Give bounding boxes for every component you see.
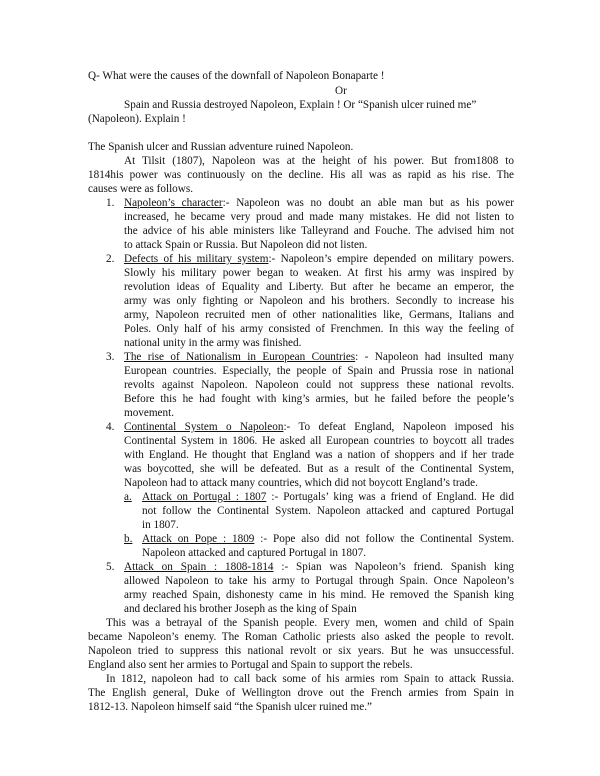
item-5-number: 5. (106, 561, 115, 573)
item-3-line-1 (124, 350, 514, 364)
item-1-title: Napoleon’s character (124, 197, 223, 209)
item-4-title: Continental System o Napoleon (124, 421, 284, 433)
item-4-text-1: :- To defeat England, Napoleon imposed his (283, 421, 515, 433)
subitem-a-line-3: in 1807. (142, 519, 179, 531)
item-4-line-5: Napoleon had to attack many countries, which did not boycott England’s trade. (124, 477, 478, 489)
question-alt-line-1: Spain and Russia destroyed Napoleon, Explain ! Or “Spanish ulcer ruined me” (124, 99, 477, 111)
question-alt-line-2: (Napoleon). Explain ! (88, 113, 186, 125)
item-2-title: Defects of his military system (124, 253, 269, 265)
subitem-a-line-2: not follow the Continental System. Napoleon attacked and captured Portugal (142, 505, 514, 517)
item-1-line-1 (124, 196, 514, 210)
subitem-a-number: a. (124, 491, 132, 503)
closing-p2-line-2: The English general, Duke of Wellington drove out the French armies from Spain in (88, 687, 514, 699)
closing-p1-line-2: became Napoleon’s enemy. The Roman Catholic priests also asked the people to revolt. (88, 631, 514, 643)
subitem-a-line-1 (142, 490, 514, 504)
item-1-line-2: increased, he became very proud and made many mistakes. He did not listen to (124, 211, 514, 223)
item-4-line-1 (124, 420, 514, 434)
item-1-text-1: :- Napoleon was no doubt an able man but as his power (222, 197, 514, 209)
item-3-text-1: : - Napoleon had insulted many (355, 351, 514, 363)
item-2-line-2: Slowly his military power began to weaken. At first his army was inspired by (124, 267, 514, 279)
subitem-b-text-1: :- Pope also did not follow the Continental System. (254, 533, 514, 545)
item-1-line-3: the advice of his able ministers like Talleyrand and Fouche. The advised him not (124, 225, 514, 237)
item-5-title: Attack on Spain : 1808-1814 (124, 561, 274, 573)
subitem-b-number: b. (124, 533, 133, 545)
question-heading: Q- What were the causes of the downfall of Napoleon Bonaparte ! (88, 70, 385, 82)
item-2-number: 2. (106, 253, 115, 265)
item-3-number: 3. (106, 351, 115, 363)
item-1-number: 1. (106, 197, 115, 209)
subitem-a-text-1: :- Portugals’ king was a friend of England. He did (266, 491, 514, 503)
item-2-line-3: revolution ideas of Equality and Liberty. But after he became an emperor, the (124, 281, 514, 293)
intro-line-4: causes were as follows. (88, 183, 194, 195)
item-3-line-3: revolts against Napoleon. Napoleon could not suppress these national revolts. (124, 379, 514, 391)
intro-line-3: 1814his power was continuously on the decline. His all was as rapid as his rise. The (88, 169, 514, 181)
item-3-line-5: movement. (124, 407, 175, 419)
item-4-line-4: was boycotted, she will be defeated. But as a result of the Continental System, (124, 463, 514, 475)
item-4-line-2: Continental System in 1806. He asked all European countries to boycott all trades (124, 435, 514, 447)
item-2-line-1 (124, 252, 514, 266)
item-5-line-3: army reached Spain, dishonesty came in his mind. He removed the Spanish king (124, 589, 514, 601)
closing-p2-line-3: 1812-13. Napoleon himself said “the Spanish ulcer ruined me.” (88, 701, 372, 713)
subitem-a-title: Attack on Portugal : 1807 (142, 491, 267, 503)
item-2-line-6: Poles. Only half of his army consisted of Frenchmen. In this way the feeling of (124, 323, 514, 335)
item-3-title: The rise of Nationalism in European Countries (124, 351, 356, 363)
question-or: Or (335, 85, 347, 97)
item-5-line-1 (124, 560, 514, 574)
item-5-line-4: and declared his brother Joseph as the king of Spain (124, 603, 357, 615)
item-2-text-1: :- Napoleon’s empire depended on military powers. (268, 253, 514, 265)
item-3-line-4: Before this he had fought with king’s armies, but he failed before the people’s (124, 393, 514, 405)
item-2-line-5: army, Napoleon recruited men of other nationalities like, Germans, Italians and (124, 309, 514, 321)
item-1-line-4: to attack Spain or Russia. But Napoleon did not listen. (124, 239, 368, 251)
item-5-line-2: allowed Napoleon to take his army to Portugal through Spain. Once Napoleon’s (124, 575, 514, 587)
subitem-b-line-2: Napoleon attacked and captured Portugal in 1807. (142, 547, 366, 559)
closing-p2-line-1: In 1812, napoleon had to call back some of his armies rom Spain to attack Russia. (106, 673, 514, 685)
item-2-line-4: army was only fighting or Napoleon and his brothers. Secondly to increase his (124, 295, 514, 307)
subitem-b-title: Attack on Pope : 1809 (142, 533, 255, 545)
closing-p1-line-3: Napoleon tried to suppress this national revolt or six years. But he was unsuccessful. (88, 645, 514, 657)
subitem-b-line-1 (142, 532, 514, 546)
item-4-line-3: with England. He thought that England was a nation of shoppers and if her trade (124, 449, 514, 461)
item-2-line-7: national unity in the army was finished. (124, 337, 302, 349)
intro-line-1: The Spanish ulcer and Russian adventure ruined Napoleon. (88, 141, 354, 153)
closing-p1-line-1: This was a betrayal of the Spanish people. Every men, women and child of Spain (106, 617, 514, 629)
intro-line-2: At Tilsit (1807), Napoleon was at the height of his power. But from1808 to (124, 155, 514, 167)
item-4-number: 4. (106, 421, 115, 433)
closing-p1-line-4: England also sent her armies to Portugal and Spain to support the rebels. (88, 659, 413, 671)
item-3-line-2: European countries. Especially, the people of Spain and Prussia rose in national (124, 365, 514, 377)
item-5-text-1: :- Spian was Napoleon’s friend. Spanish king (273, 561, 515, 573)
